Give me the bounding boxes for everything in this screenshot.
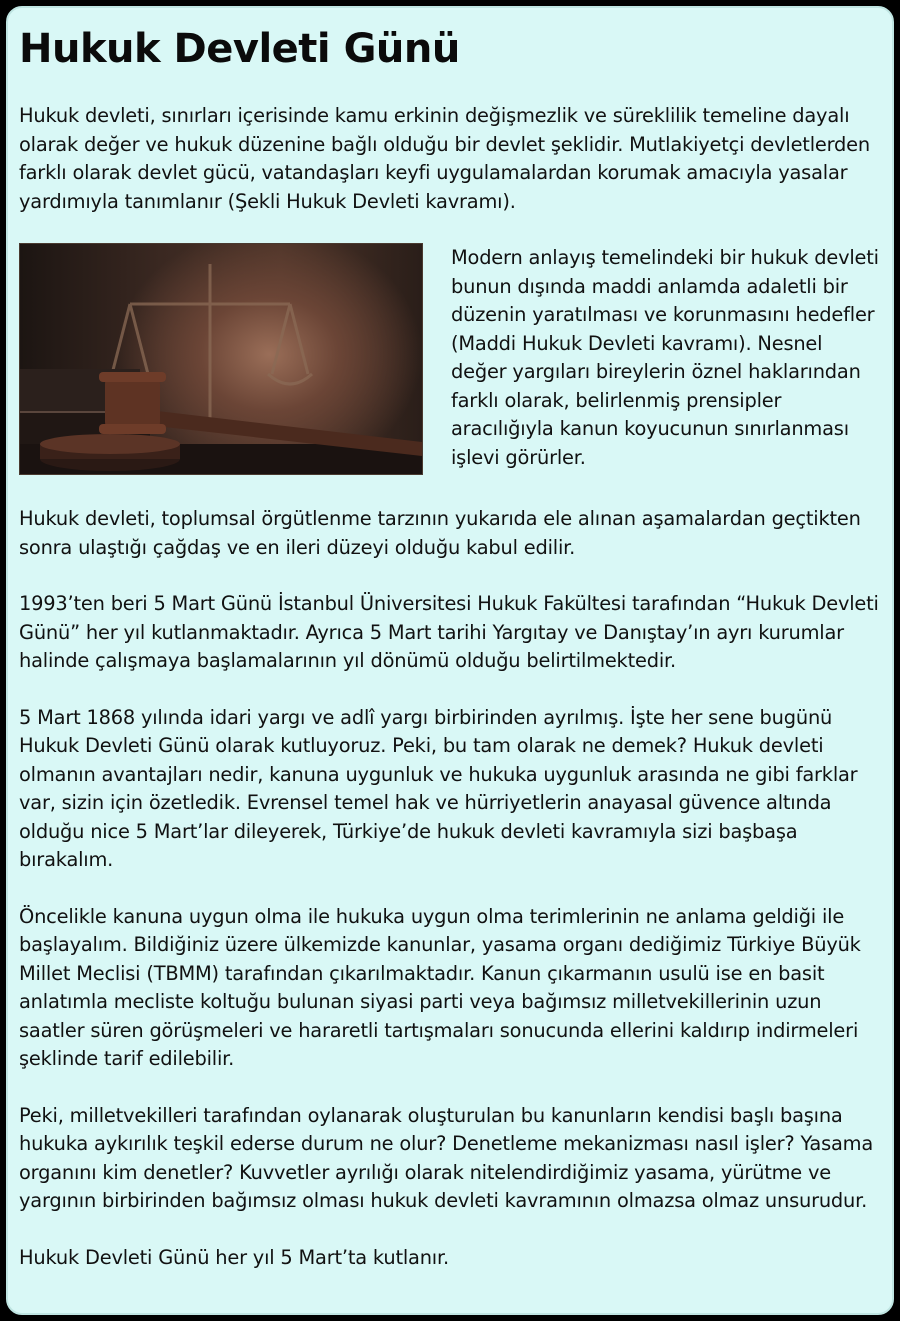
- paragraph-modern: Modern anlayış temelindeki bir hukuk devleti bunun dışında maddi anlamda adaletli bir düzenin yaratılması ve korunmasını hedefler (Maddi Hukuk Devleti kavramı). Nesnel değer yargıları bireylerin öznel haklarından farklı olarak, belirlenmiş prensipler aracılığıyla kanun koyucunun sınırlanması işlevi görürler.: [451, 246, 879, 469]
- paragraph-1993: 1993’ten beri 5 Mart Günü İstanbul Üniversitesi Hukuk Fakültesi tarafından “Hukuk Devleti Günü” her yıl kutlanmaktadır. Ayrıca 5 Mart tarihi Yargıtay ve Danıştay’ın ayrı kurumlar halinde çalışmaya başlamalarının yıl dönümü olduğu belirtilmektedir.: [19, 592, 879, 672]
- paragraph-toplumsal: Hukuk devleti, toplumsal örgütlenme tarzının yukarıda ele alınan aşamalardan geçtikten sonra ulaştığı çağdaş ve en ileri düzeyi olduğu kabul edilir.: [19, 507, 861, 559]
- paragraph-peki: Peki, milletvekilleri tarafından oylanarak oluşturulan bu kanunların kendisi başlı başına hukuka aykırılık teşkil ederse durum ne olur? Denetleme mekanizması nasıl işler? Yasama organını kim denetler? Kuvvetler ayrılığı olarak nitelendirdiğimiz yasama, yürütme ve yargının birbirinden bağımsız olması hukuk devleti kavramının olmazsa olmaz unsurudur.: [19, 1103, 874, 1212]
- paragraph-intro: Hukuk devleti, sınırları içerisinde kamu erkinin değişmezlik ve süreklilik temeline dayalı olarak değer ve hukuk düzenine bağlı olduğu bir devlet şeklidir. Mutlakiyetçi devletlerden farklı olarak devlet gücü, vatandaşları keyfi uygulamalardan korumak amacıyla yasalar yardımıyla tanımlanır (Şekli Hukuk Devleti kavramı).: [19, 104, 870, 213]
- gavel-scales-illustration: [20, 244, 422, 474]
- paragraph-oncelikle: Öncelikle kanuna uygun olma ile hukuka uygun olma terimlerinin ne anlama geldiği ile başlayalım. Bildiğiniz üzere ülkemizde kanunlar, yasama organı dediğimiz Türkiye Büyük Millet Meclisi (TBMM) tarafından çıkarılmaktadır. Kanun çıkarmanın usulü ise en basit anlatımla mecliste koltuğu bulunan siyasi parti veya bağımsız milletvekillerinin uzun saatler süren görüşmeleri ve hararetli tartışmaları sonucunda ellerini kaldırıp indirmeleri şeklinde tarif edilebilir.: [19, 904, 861, 1070]
- gavel-photo: [19, 243, 423, 475]
- article-card: [6, 6, 894, 1315]
- page-title: Hukuk Devleti Günü: [19, 26, 460, 72]
- figure-row: [19, 244, 880, 475]
- paragraph-closing: Hukuk Devleti Günü her yıl 5 Mart’ta kutlanır.: [19, 1245, 449, 1269]
- paragraph-1868: 5 Mart 1868 yılında idari yargı ve adlî yargı birbirinden ayrılmış. İşte her sene bugünü Hukuk Devleti Günü olarak kutluyoruz. Peki, bu tam olarak ne demek? Hukuk devleti olmanın avantajları nedir, kanuna uygunluk ve hukuka uygunluk arasında ne gibi farklar var, sizin için özetledik. Evrensel temel hak ve hürriyetlerin anayasal güvence altında olduğu nice 5 Mart’lar dileyerek, Türkiye’de hukuk devleti kavramıyla sizi başbaşa bırakalım.: [19, 705, 858, 871]
